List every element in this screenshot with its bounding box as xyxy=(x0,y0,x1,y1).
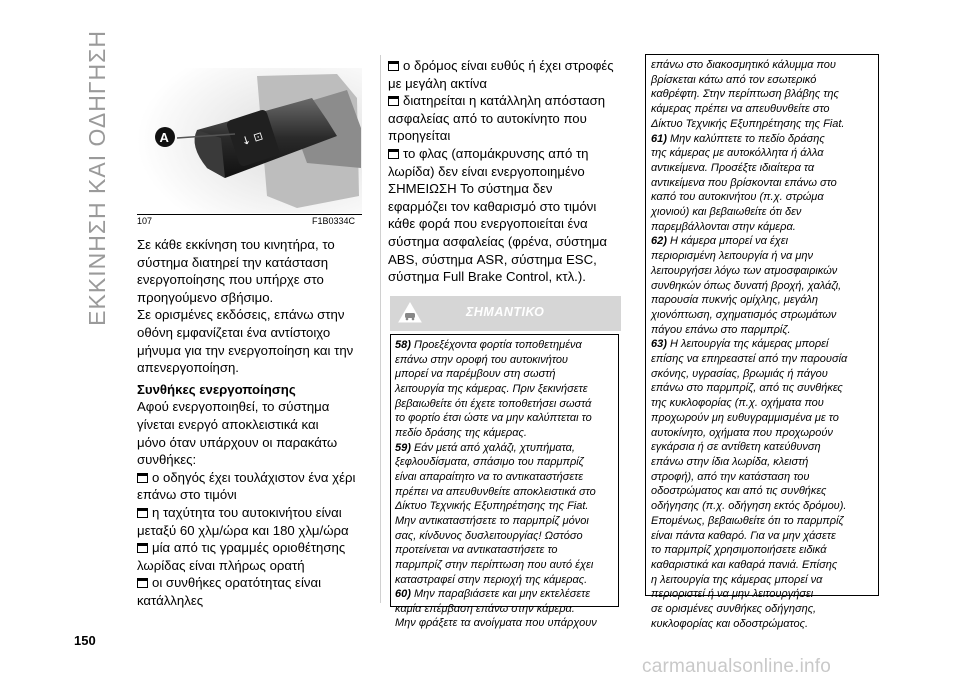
note-line: λειτουργία της κάμερας. Πριν ξεκινήσετε xyxy=(395,382,588,395)
col2-line: προηγείται xyxy=(388,128,451,144)
note-line: ABS, σύστημα ASR, σύστημα ESC, xyxy=(388,251,597,267)
col1-line: επάνω στο τιμόνι xyxy=(137,487,237,503)
note-62: 62) Η κάμερα μπορεί να έχει xyxy=(651,235,789,248)
bullet-item: μία από τις γραμμές οριοθέτησης xyxy=(137,539,377,557)
page-number: 150 xyxy=(74,633,96,648)
note-line: βρίσκεται κάτω από τον εσωτερικό xyxy=(651,73,817,86)
col1-line: μεταξύ 60 χλμ/ώρα και 180 χλμ/ώρα xyxy=(137,522,349,538)
important-banner xyxy=(390,296,621,331)
note-63: 63) Η λειτουργία της κάμερας μπορεί xyxy=(651,338,829,351)
note-line: πρέπει να απευθυνθείτε αποκλειστικά στο xyxy=(395,485,596,498)
note-line: αυτοκίνητο, οχήματα που προχωρούν xyxy=(651,426,833,439)
col1-line: σύστημα διατηρεί την κατάσταση xyxy=(137,254,329,270)
note-line: εφαρμόζει τον καθαρισμό στο τιμόνι xyxy=(388,198,597,214)
note-line: κάθε φορά που ενεργοποιείται ένα xyxy=(388,216,588,232)
footer-watermark: carmanualsonline.info xyxy=(642,656,832,677)
note-line: καμία επέμβαση επάνω στην κάμερα. xyxy=(395,602,575,615)
note-line: προχωρούν μη ευθυγραμμισμένα με το xyxy=(651,411,839,424)
note-line: παρουσία πυκνής ομίχλης, μεγάλη xyxy=(651,294,819,307)
steering-stalk-illustration xyxy=(137,68,362,213)
bullet-item: ο δρόμος είναι ευθύς ή έχει στροφές xyxy=(388,57,628,75)
col1-line: κατάλληλες xyxy=(137,592,204,608)
note-line: η λειτουργία της κάμερας μπορεί να xyxy=(651,573,823,586)
note-line: καπό του αυτοκινήτου (π.χ. στρώμα xyxy=(651,191,824,204)
note-line: καθρέφτη. Στην περίπτωση βλάβης της xyxy=(651,88,839,101)
figure-number: 107 xyxy=(137,216,153,226)
column-divider xyxy=(380,55,381,603)
note-line: παρεμβάλλονται στην κάμερα. xyxy=(651,220,796,233)
note-line: σύστημα ασφαλείας (φρένα, σύστημα xyxy=(388,233,608,249)
note-line: προτείνεται να αντικαταστήσετε το xyxy=(395,544,558,557)
important-notes-box xyxy=(390,334,619,630)
note-line: σύστημα Full Brake Control, κτλ.). xyxy=(388,269,586,285)
col1-line: συνθήκες: xyxy=(137,452,197,468)
note-line: Δίκτυο Τεχνικής Εξυπηρέτησης της Fiat. xyxy=(395,500,589,513)
column-3-notes-box xyxy=(645,54,879,630)
note-line: επίσης να επηρεαστεί από την παρουσία xyxy=(651,353,848,366)
col1-line: μόνο όταν υπάρχουν οι παρακάτω xyxy=(137,434,338,450)
note-line: βεβαιωθείτε ότι έχετε τοποθετήσει σωστά xyxy=(395,397,592,410)
note-61: 61) Μην καλύπτετε το πεδίο δράσης xyxy=(651,132,825,145)
note-line: επάνω στην οροφή του αυτοκινήτου xyxy=(395,353,568,366)
section-side-title: ΕΚΚΙΝΗΣΗ ΚΑΙ ΟΔΗΓΗΣΗ xyxy=(83,30,110,326)
col1-line: απενεργοποίηση. xyxy=(137,360,239,376)
bullet-item: η ταχύτητα του αυτοκινήτου είναι xyxy=(137,504,377,522)
figure-code: F1B0334C xyxy=(312,216,356,226)
bullet-icon xyxy=(388,149,399,159)
svg-text:↓ ⊡: ↓ ⊡ xyxy=(239,129,265,149)
note-line: Μην αντικαταστήσετε το παρμπρίζ μόνοι xyxy=(395,514,589,527)
col2-line: λωρίδα) δεν είναι ενεργοποιημένο xyxy=(388,163,585,179)
note-line: καθαριστικά και καθαρά πανιά. Επίσης xyxy=(651,558,838,571)
note-line: σε ορισμένες συνθήκες οδήγησης, xyxy=(651,603,817,616)
important-title: ΣΗΜΑΝΤΙΚΟ xyxy=(466,305,545,319)
warning-car-icon xyxy=(398,301,422,325)
col1-line: Σε κάθε εκκίνηση του κινητήρα, το xyxy=(137,237,335,252)
note-line: περιοριστεί ή να μην λειτουργήσει xyxy=(651,588,814,601)
note-line: καταστραφεί στην περιοχή της κάμερας. xyxy=(395,573,588,586)
note-60: 60) Μην παραβιάσετε και μην εκτελέσετε xyxy=(395,588,591,601)
callout-a-label: A xyxy=(159,130,169,145)
note-59: 59) Εάν μετά από χαλάζι, χτυπήματα, xyxy=(395,441,575,454)
note-line: σας, κίνδυνος δυσλειτουργίας! Ωστόσο xyxy=(395,529,583,542)
stalk-figure xyxy=(137,68,362,213)
note-line: ΣΗΜΕΙΩΣΗ Το σύστημα δεν xyxy=(388,181,553,197)
note-line: οδοστρώματος και από τις συνθήκες xyxy=(651,485,827,498)
note-line: το παρμπρίζ χρησιμοποιήσετε ειδικά xyxy=(651,544,827,557)
note-line: κάμερας πρέπει να απευθυνθείτε στο xyxy=(651,103,830,116)
note-line: αντικείμενα που βρίσκονται επάνω στο xyxy=(651,176,837,189)
note-line: εγκάρσια ή σε αντίθετη κατεύθυνση xyxy=(651,441,821,454)
note-line: κυκλοφορίας και οδοστρώματος. xyxy=(651,617,809,630)
note-line: της κάμερας με αυτοκόλλητα ή άλλα xyxy=(651,147,824,160)
note-line: χιονόπτωση, σχηματισμός στρωμάτων xyxy=(651,308,837,321)
note-line: σκόνης, υγρασίας, βρωμιάς ή πάγου xyxy=(651,367,828,380)
note-58: 58) Προεξέχοντα φορτία τοποθετημένα xyxy=(395,339,582,351)
bullet-item: ο οδηγός έχει τουλάχιστον ένα χέρι xyxy=(137,469,377,487)
note-line: παρμπρίζ στην περίπτωση που αυτό έχει xyxy=(395,558,594,571)
bullet-item: οι συνθήκες ορατότητας είναι xyxy=(137,574,377,592)
note-line: στροφή), από την κατάσταση του xyxy=(651,470,810,483)
bullet-icon xyxy=(388,61,399,71)
col2-line: με μεγάλη ακτίνα xyxy=(388,75,488,91)
col1-line: γίνεται ενεργό αποκλειστικά και xyxy=(137,416,319,432)
note-line: επάνω στο παρμπρίζ, από τις συνθήκες xyxy=(651,382,843,395)
col1-line: ενεργοποίησης που υπήρχε στο xyxy=(137,272,324,288)
col1-line: Αφού ενεργοποιηθεί, το σύστημα xyxy=(137,399,330,415)
figure-rule xyxy=(137,214,362,215)
col1-line: προηγούμενο σβήσιμο. xyxy=(137,289,274,305)
note-line: το φορτίο έτσι ώστε να μην καλύπτεται το xyxy=(395,412,592,425)
note-line: της κυκλοφορίας (π.χ. οχήματα που xyxy=(651,397,824,410)
note-line: μπορεί να παρέμβουν στη σωστή xyxy=(395,368,556,381)
note-line: αντικείμενα. Προσέξτε ιδιαίτερα τα xyxy=(651,161,815,174)
note-line: πεδίο δράσης της κάμερας. xyxy=(395,426,527,439)
column-1 xyxy=(137,236,377,609)
column-2 xyxy=(388,57,628,286)
note-line: οδήγησης (π.χ. οδήγηση εκτός δρόμου). xyxy=(651,500,847,513)
bullet-icon xyxy=(137,543,148,553)
note-line: ξεφλουδίσματα, σπάσιμο του παρμπρίζ xyxy=(395,456,584,469)
note-line: χιονιού) και βεβαιωθείτε ότι δεν xyxy=(651,206,802,219)
note-line: Μην φράξετε τα ανοίγματα που υπάρχουν xyxy=(395,617,597,630)
bullet-icon xyxy=(137,508,148,518)
note-line: επάνω στο διακοσμητικό κάλυμμα που xyxy=(651,59,836,71)
bullet-icon xyxy=(137,473,148,483)
note-line: περιορισμένη λειτουργία ή να μην xyxy=(651,250,813,263)
col1-line: Σε ορισμένες εκδόσεις, επάνω στην xyxy=(137,307,345,323)
bullet-icon xyxy=(137,578,148,588)
col1-line: οθόνη εμφανίζεται ένα αντίστοιχο xyxy=(137,324,331,340)
note-line: πάγου επάνω στο παρμπρίζ. xyxy=(651,323,791,336)
note-line: Επομένως, βεβαιωθείτε ότι το παρμπρίζ xyxy=(651,514,844,527)
note-line: συνθηκών όπως δυνατή βροχή, χαλάζι, xyxy=(651,279,842,292)
note-line: είναι πάντα καθαρό. Για να μην χάσετε xyxy=(651,529,836,542)
col1-line: μήνυμα για την ενεργοποίηση και την xyxy=(137,342,354,358)
section-heading: Συνθήκες ενεργοποίησης xyxy=(137,381,296,397)
note-line: είναι απαραίτητο να το αντικαταστήσετε xyxy=(395,470,584,483)
bullet-item: το φλας (απομάκρυνσης από τη xyxy=(388,145,628,163)
bullet-icon xyxy=(388,96,399,106)
note-line: Δίκτυο Τεχνικής Εξυπηρέτησης της Fiat. xyxy=(651,117,845,130)
bullet-item: διατηρείται η κατάλληλη απόσταση xyxy=(388,92,628,110)
note-line: επάνω στην ίδια λωρίδα, κλειστή xyxy=(651,455,809,468)
note-line: λειτουργήσει λόγω των ατμοσφαιρικών xyxy=(651,264,838,277)
col1-line: λωρίδας είναι πλήρως ορατή xyxy=(137,557,305,573)
col2-line: ασφαλείας από το αυτοκίνητο που xyxy=(388,110,587,126)
